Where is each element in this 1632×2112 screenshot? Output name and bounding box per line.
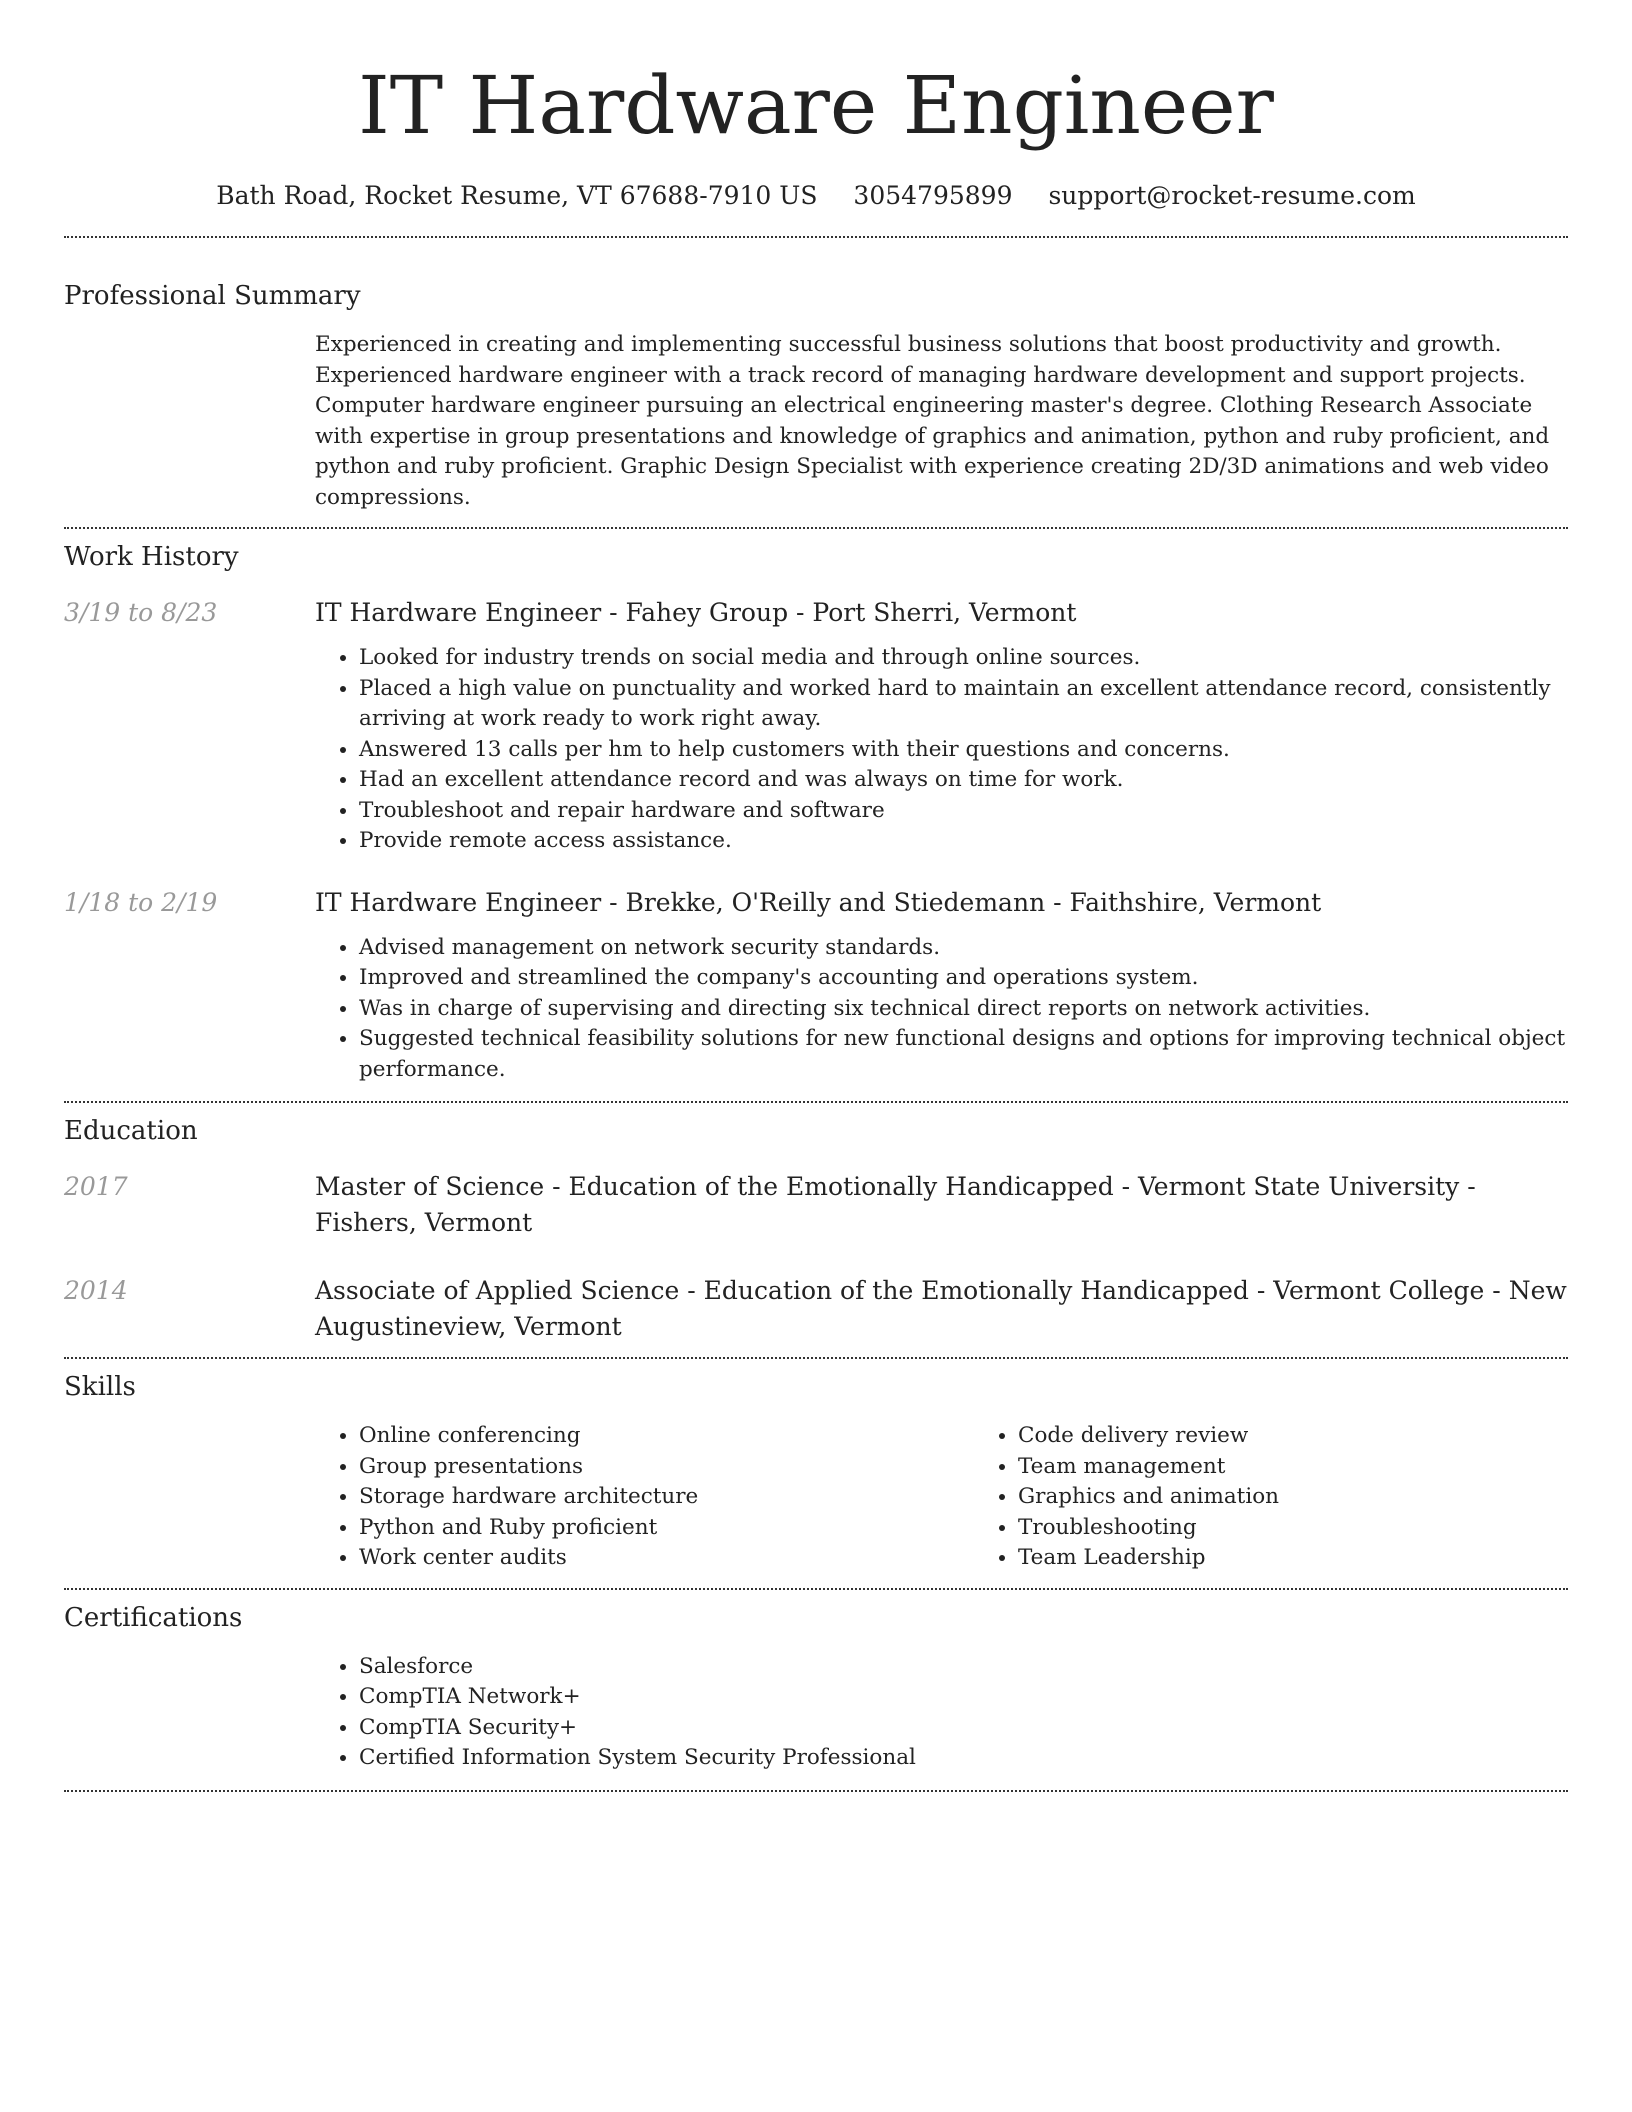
contact-phone: 3054795899 [853,181,1013,210]
section-divider [64,236,1568,238]
job-bullets [315,933,1568,1086]
education-year: 2017 [64,1172,128,1201]
list-item: • Certified Information System Security Professional [359,1743,1568,1774]
list-item: • Suggested technical feasibility solutions for new functional designs and options for improving technical object performance. [359,1024,1568,1085]
work-history-heading: Work History [64,542,239,572]
education-year: 2014 [64,1276,128,1305]
list-item: • Improved and streamlined the company's accounting and operations system. [359,963,1568,994]
list-item: • Graphics and animation [1018,1482,1632,1513]
contact-address: Bath Road, Rocket Resume, VT 67688-7910 US [216,181,818,210]
certifications-heading: Certifications [64,1602,243,1633]
contact-email: support@rocket-resume.com [1048,181,1416,210]
education-details: Associate of Applied Science - Education of the Emotionally Handicapped - Vermont College - New Augustineview, Vermont [315,1276,1567,1341]
job-entry [64,885,1568,1086]
skills-heading: Skills [64,1372,136,1402]
education-details: Master of Science - Education of the Emotionally Handicapped - Vermont State University - Fishers, Vermont [315,1172,1476,1237]
list-item: • Placed a high value on punctuality and worked hard to maintain an excellent attendance record, consistently arriving at work ready to work right away. [359,674,1568,735]
resume-page [64,0,1568,1792]
list-item: • Team Leadership [1018,1543,1632,1574]
list-item: • Looked for industry trends on social media and through online sources. [359,643,1568,674]
job-entry [64,595,1568,857]
list-item: • Online conferencing [359,1421,974,1452]
certifications-row [64,1652,1568,1774]
section-divider [64,527,1568,529]
candidate-name: IT Hardware Engineer [358,59,1274,152]
job-dates: 3/19 to 8/23 [64,598,218,627]
list-item: • Code delivery review [1018,1421,1632,1452]
skills-row [64,1421,1568,1574]
list-item: • Work center audits [359,1543,974,1574]
skills-list-left [315,1421,974,1574]
section-divider [64,1101,1568,1103]
education-heading: Education [64,1116,198,1146]
contact-line [64,176,1568,216]
section-divider [64,1357,1568,1359]
section-divider [64,1790,1568,1792]
list-item: • Group presentations [359,1452,974,1483]
list-item: • Team management [1018,1452,1632,1483]
job-dates: 1/18 to 2/19 [64,887,218,917]
list-item: • Troubleshoot and repair hardware and software [359,796,1568,827]
summary-row [64,330,1568,513]
list-item: • Was in charge of supervising and directing six technical direct reports on network activities. [359,994,1568,1025]
education-entry [64,1273,1568,1345]
list-item: • CompTIA Network+ [359,1682,1568,1713]
job-title: IT Hardware Engineer - Fahey Group - Port Sherri, Vermont [315,598,1077,627]
list-item: • Storage hardware architecture [359,1482,974,1513]
list-item: • CompTIA Security+ [359,1713,1568,1744]
summary-heading: Professional Summary [64,281,361,311]
certifications-list [315,1652,1568,1774]
section-divider [64,1588,1568,1590]
list-item: • Troubleshooting [1018,1513,1632,1544]
summary-text: Experienced in creating and implementing successful business solutions that boost productivity and growth. Experienced hardware engineer with a track record of managing hardware development and support projects. Computer hardware engineer pursuing an electrical engineering master's degree. Clothing Research Associate with expertise in group presentations and knowledge of graphics and animation, python and ruby proficient, and python and ruby proficient. Graphic Design Specialist with experience creating 2D/3D animations and web video compressions. [315,332,1550,510]
list-item: • Had an excellent attendance record and was always on time for work. [359,765,1568,796]
skills-list-right [974,1421,1632,1574]
skills-columns [315,1421,1632,1574]
list-item: • Salesforce [359,1652,1568,1683]
job-title: IT Hardware Engineer - Brekke, O'Reilly and Stiedemann - Faithshire, Vermont [315,887,1322,917]
job-bullets [315,643,1568,857]
list-item: • Answered 13 calls per hm to help customers with their questions and concerns. [359,735,1568,766]
list-item: • Provide remote access assistance. [359,826,1568,857]
education-entry [64,1169,1568,1241]
list-item: • Python and Ruby proficient [359,1513,974,1544]
list-item: • Advised management on network security standards. [359,933,1568,964]
